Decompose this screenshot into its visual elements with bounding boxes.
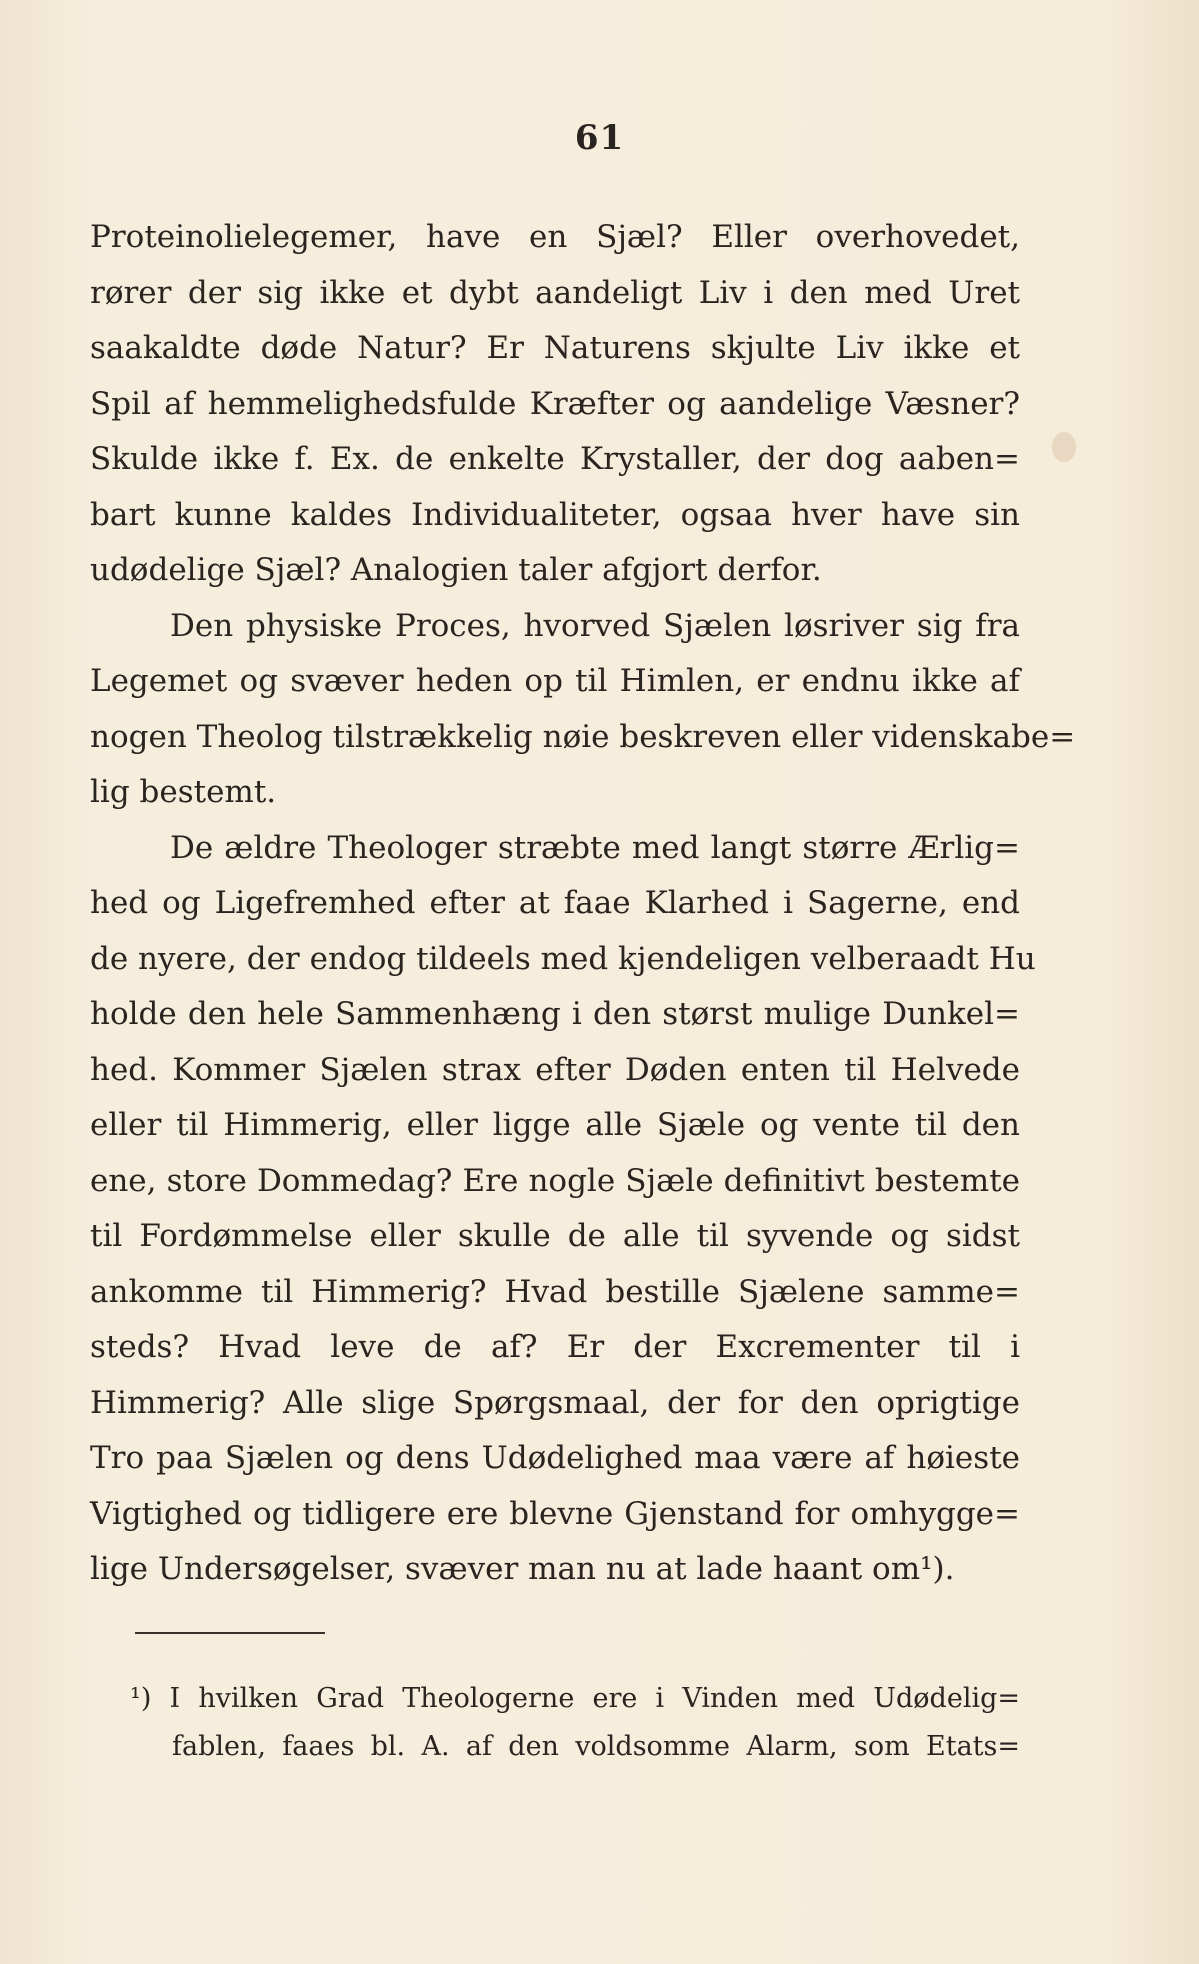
text-line: Himmerig? Alle slige Spørgsmaal, der for den oprigtige [90,1384,1020,1421]
text-line: Skulde ikke f. Ex. de enkelte Krystaller, der dog aaben= [90,441,1020,477]
text-line: lig bestemt. [90,774,277,810]
text-line: nogen Theolog tilstrækkelig nøie beskreven eller videnskabe= [90,718,1076,755]
text-line: steds? Hvad leve de af? Er der Excrementer til i [90,1329,1020,1365]
footnote [130,1675,1020,1771]
text-line: rører der sig ikke et dybt aandeligt Liv i den med Uret [90,274,1020,311]
text-line: Legemet og svæver heden op til Himlen, er endnu ikke af [90,663,1020,699]
footnote-line: ¹) I hvilken Grad Theologerne ere i Vinden med Udødelig= [130,1683,1020,1714]
text-line: holde den hele Sammenhæng i den størst mulige Dunkel= [90,996,1020,1032]
text-line: lige Undersøgelser, svæver man nu at lade haant om¹). [90,1551,955,1587]
footnote-line: fablen, faaes bl. A. af den voldsomme Alarm, som Etats= [172,1731,1020,1762]
text-line: saakaldte døde Natur? Er Naturens skjulte Liv ikke et [90,330,1020,366]
text-line: Proteinolielegemer, have en Sjæl? Eller overhovedet, [90,219,1020,255]
text-line: til Fordømmelse eller skulle de alle til syvende og sidst [90,1218,1020,1254]
text-line: ene, store Dommedag? Ere nogle Sjæle definitivt bestemte [90,1162,1020,1199]
text-line: hed og Ligefremhed efter at faae Klarhed i Sagerne, end [90,885,1020,921]
text-line: Spil af hemmelighedsfulde Kræfter og aandelige Væsner? [90,385,1020,422]
text-line: bart kunne kaldes Individualiteter, ogsaa hver have sin [90,496,1020,533]
text-line: udødelige Sjæl? Analogien taler afgjort derfor. [90,552,822,588]
footnote-rule [135,1632,325,1634]
text-line: de nyere, der endog tildeels med kjendeligen velberaadt Hu [90,940,1036,977]
paper-stain [1052,432,1076,462]
text-line: De ældre Theologer stræbte med langt større Ærlig= [170,829,1020,866]
text-line: ankomme til Himmerig? Hvad bestille Sjælene samme= [90,1273,1020,1310]
text-line: hed. Kommer Sjælen strax efter Døden enten til Helvede [90,1051,1020,1088]
body-text [90,210,1076,1598]
text-line: Den physiske Proces, hvorved Sjælen løsriver sig fra [170,607,1020,644]
text-line: Vigtighed og tidligere ere blevne Gjenstand for omhygge= [90,1495,1020,1532]
text-line: Tro paa Sjælen og dens Udødelighed maa være af høieste [90,1440,1020,1476]
page-number: 61 [574,118,625,158]
text-line: eller til Himmerig, eller ligge alle Sjæle og vente til den [90,1107,1020,1143]
